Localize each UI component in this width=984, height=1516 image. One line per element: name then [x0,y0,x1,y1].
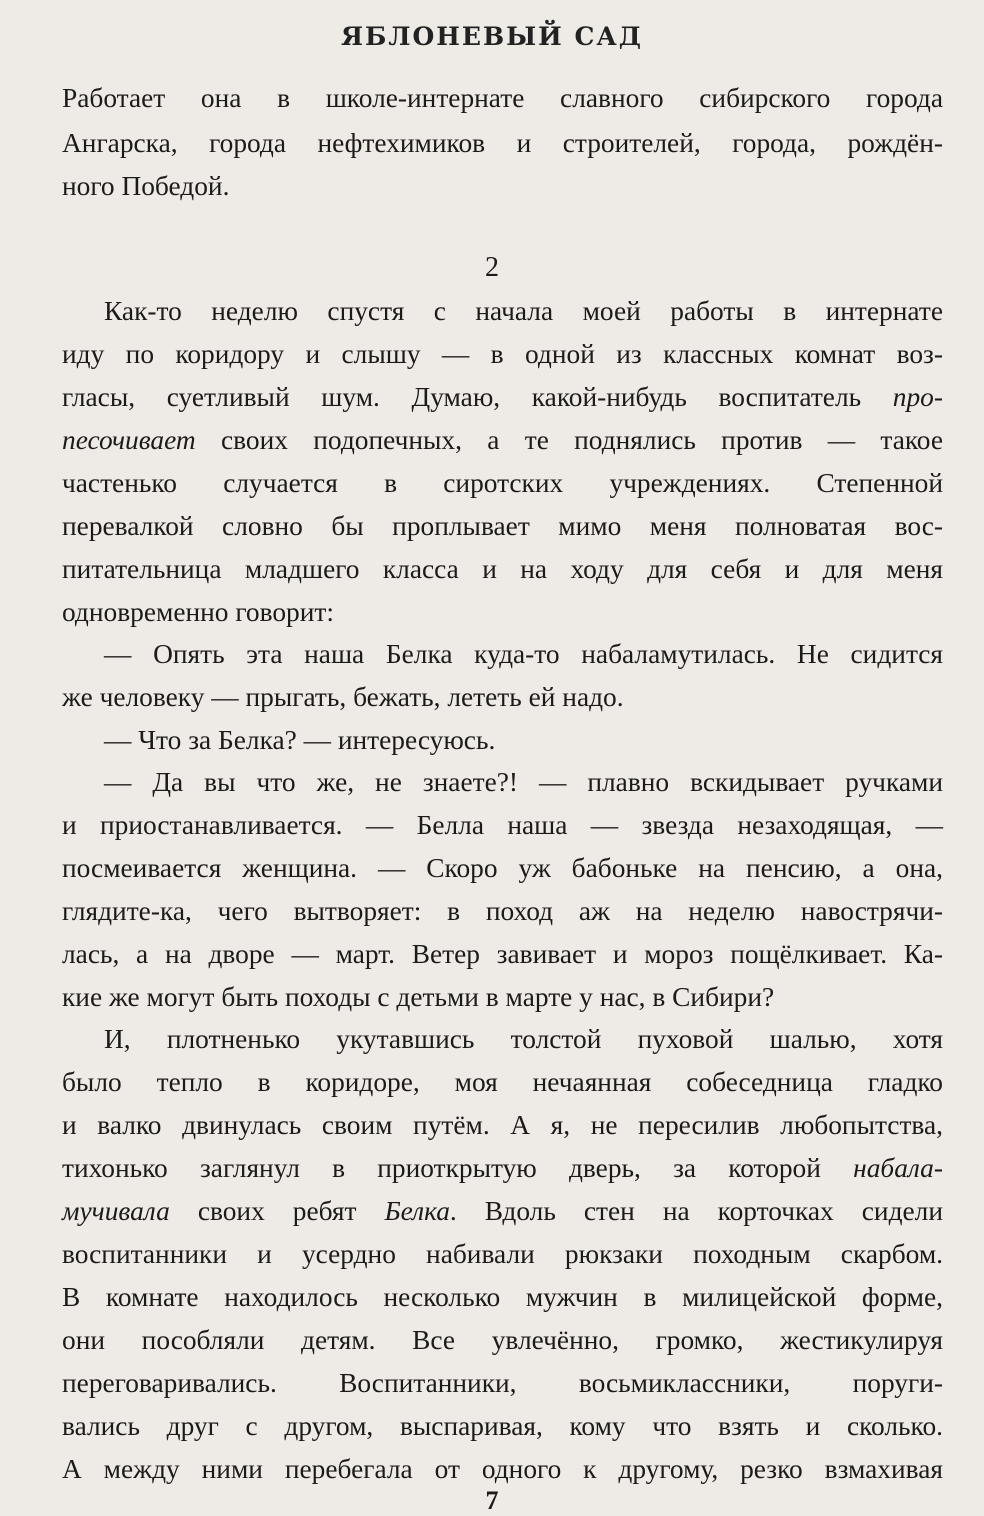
text-line: В комнате находилось несколько мужчин в милицейской форме, [62,1282,943,1312]
text-line: тихонько заглянул в приоткрытую дверь, за которой набала- [62,1153,943,1183]
text-line: глядите-ка, чего вытворяет: в поход аж на неделю навострячи- [62,896,943,926]
text-line: — Опять эта наша Белка куда-то набаламутилась. Не сидится [104,639,943,669]
text-line: и валко двинулась своим путём. А я, не пересилив любопытства, [62,1110,943,1140]
text-line: питательница младшего класса и на ходу для себя и для меня [62,554,943,584]
text-line: было тепло в коридоре, моя нечаянная собеседница гладко [62,1067,943,1097]
text-line: перевалкой словно бы проплывает мимо меня полноватая вос- [62,511,943,541]
text-line: гласы, суетливый шум. Думаю, какой-нибудь воспитатель про- [62,382,943,412]
text-line: и приостанавливается. — Белла наша — звезда незаходящая, — [62,810,943,840]
text-line: вались друг с другом, выспаривая, кому что взять и сколько. [62,1411,943,1441]
text-line: песочивает своих подопечных, а те поднялись против — такое [62,425,943,455]
text-line: И, плотненько укутавшись толстой пуховой шалью, хотя [104,1024,943,1054]
text-line: посмеивается женщина. — Скоро уж бабоньке на пенсию, а она, [62,853,943,883]
text-line: воспитанники и усердно набивали рюкзаки походным скарбом. [62,1239,943,1269]
text-line: одновременно говорит: [62,597,334,627]
text-line: Ангарска, города нефтехимиков и строителей, города, рождён- [62,128,943,158]
text-line: частенько случается в сиротских учреждениях. Степенной [62,468,943,498]
text-line: Работает она в школе-интернате славного сибирского города [62,83,943,113]
text-line: Как-то неделю спустя с начала моей работы в интернате [104,296,943,326]
section-number: 2 [485,252,499,283]
text-line: А между ними перебегала от одного к другому, резко взмахивая [62,1454,943,1484]
text-line: — Что за Белка? — интересуюсь. [104,725,496,755]
text-line: ного Победой. [62,171,230,201]
text-line: переговаривались. Воспитанники, восьмиклассники, поруги- [62,1368,943,1398]
text-line: лась, а на дворе — март. Ветер завивает и мороз пощёлкивает. Ка- [62,939,943,969]
running-head: ЯБЛОНЕВЫЙ САД [341,22,643,51]
text-line: же человеку — прыгать, бежать, лететь ей надо. [62,682,624,712]
text-line: — Да вы что же, не знаете?! — плавно вскидывает ручками [104,767,943,797]
page-number: 7 [485,1486,499,1515]
text-line: мучивала своих ребят Белка. Вдоль стен на корточках сидели [62,1196,943,1226]
text-line: они пособляли детям. Все увлечённо, громко, жестикулируя [62,1325,943,1355]
text-line: кие же могут быть походы с детьми в марте у нас, в Сибири? [62,982,775,1012]
text-line: иду по коридору и слышу — в одной из классных комнат воз- [62,339,943,369]
